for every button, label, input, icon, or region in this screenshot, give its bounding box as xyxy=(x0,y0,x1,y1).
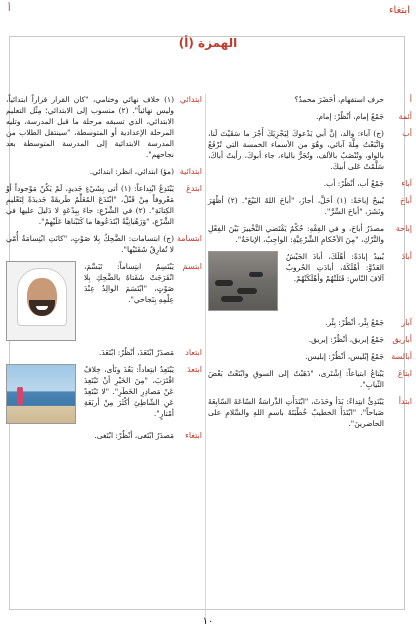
dictionary-entry xyxy=(6,183,202,227)
entry-definition: (١) خلاف نهائي وختامي، "كان القرار قراراً ابتدائياً، وليس نهائياً". (٢) منسوب إلى الابتدائي؛ مِثْل التعليم الابتدائي، الذي تسبقه مرحلة ما قبل المدرسة، وتليه المرحلة الإعدادية أو المتوسطة، "سينتقل الطلاب من المدرسة الابتدائية إلى المدرسة المتوسطة بعد نجاحهم". xyxy=(6,95,174,159)
entry-headword: أبادَ xyxy=(401,252,412,261)
entry-definition: جَمْعُ إمام، أنْظُرْ: إمام. xyxy=(316,112,384,121)
entry-headword: أباحَ xyxy=(399,196,412,205)
photo-figure xyxy=(215,280,233,286)
entry-definition: يَبْتاعُ ابتياعاً: اِشْتَرى، "ذَهَبْتُ إلى السوقِ وابْتَعْتُ بَعْضَ الثّيابِ". xyxy=(208,369,384,389)
dictionary-entry xyxy=(208,334,412,345)
dictionary-entry xyxy=(208,317,412,328)
section-title: الهمزة (أ) xyxy=(178,36,238,50)
entry-headword: ابتدعَ xyxy=(186,184,202,193)
entry-headword: ابتسمَ xyxy=(182,262,202,271)
entry-definition: جَمْعُ إبريق، أنْظُرْ: إبريق. xyxy=(308,335,384,344)
entry-photo xyxy=(6,261,76,341)
entry-headword: ابتسامة xyxy=(176,234,202,243)
dictionary-entry xyxy=(208,251,412,311)
entry-headword: أ xyxy=(409,95,412,104)
entry-headword: أب xyxy=(402,129,412,138)
dictionary-entry xyxy=(6,261,202,341)
entry-definition: جَمْعُ إبْليس، أنْظُرْ: إبليس. xyxy=(305,352,384,361)
column-divider xyxy=(205,94,206,623)
dictionary-entry xyxy=(6,94,202,160)
entry-headword: ابتعدَ xyxy=(187,365,202,374)
entry-definition: يَبْتَدِئُ ابتِداءً: بَدَأ وحَدَثَ، "ابْتَدَأَتِ الدِّراسَةُ السّاعَةَ السّابِعَةَ صَباحاً". "ابْتَدَأَ الخطيبُ خُطْبَتَهُ باسمِ اللهِ والسَّلامِ على الحاضرينَ". xyxy=(208,397,384,428)
entry-definition: يَبْتَدِعُ ابْتِداعاً: (١) أتى بِشَيْءٍ جَديدٍ، لَمْ يَكُنْ مَوْجوداً أوْ مَعْروفاً مِنْ قَبْلُ، "ابْتَدَعَ المُعَلِّمُ طَريقَةً جَديدَةً لِتَعْليمِ الكِتابَةِ". (٢) في الشَّرْعِ: جاءَ بِبِدْعَةٍ لا دَليلَ عليها في الشَّرْعِ، "وَرَهْبانِيَّةً ابْتَدَعُوها ما كَتَبْناها عَلَيْهِمْ". xyxy=(6,184,175,226)
dictionary-entry xyxy=(208,351,412,362)
entry-definition: جَمْعُ بِئْر، أنْظُرْ: بِئْر. xyxy=(325,318,384,327)
dictionary-entry xyxy=(208,111,412,122)
entry-headword: أباريق xyxy=(392,335,412,344)
entry-headword: ابتدأ xyxy=(398,397,412,406)
right-column xyxy=(208,94,412,621)
entry-headword: أئمة xyxy=(398,112,412,121)
photo-child xyxy=(17,387,23,405)
entry-headword: أبالسة xyxy=(391,352,412,361)
entry-headword: إباحة xyxy=(395,224,412,233)
dictionary-entry xyxy=(208,128,412,172)
dictionary-entry xyxy=(6,364,202,424)
entry-definition: يَبْتَعِدُ ابتِعاداً: بَعُدَ ونَأى، خِلافُ اقْتَرَبَ، "مِنَ الخَيْرِ أنْ تَبْتَعِدَ عَنْ مَصادِرِ الخَطَرِ". "لا تَبْتَعِدْ عَنِ الشّاطِئِ أكْثَرَ مِنْ أربَعَةِ أمْتارٍ". xyxy=(84,365,174,418)
entry-definition: جَمْعُ أب، أنْظُرْ: أب. xyxy=(323,179,384,188)
entry-headword: ابتغاء xyxy=(185,431,202,440)
dictionary-entry xyxy=(208,223,412,245)
photo-figure xyxy=(249,272,263,277)
entry-definition: (ج) ابتسامات: الضَّحِكُ بِلا صَوْتٍ، "كانَتِ ابْتِسامَةُ أُمّي لا تُفارِقُ شَفَتَيْها". xyxy=(6,234,174,254)
entry-definition: يُبيحُ إباحَةً: (١) أحَلَّ، أجازَ، "أباحَ اللهُ البَيْعَ". (٢) أظْهَرَ ونَشَرَ، "أباحَ السِّرَّ". xyxy=(208,196,384,216)
entry-headword: ابتعاد xyxy=(185,348,202,357)
entry-headword: ابتدائي xyxy=(179,95,202,104)
photo-figure xyxy=(237,288,257,294)
dictionary-entry xyxy=(208,368,412,390)
dictionary-entry xyxy=(6,166,202,177)
entry-definition: مصدَرُ أباحَ، و في الفِقْهِ: حُكْمٌ يَقْتَضي التَّخْييرَ بَيْنَ الفِعْلِ والتَّرْكِ، "مِنَ الأحْكامِ الشَّرْعِيَّةِ: الواجِبُ، الإباحَةُ". xyxy=(208,224,384,244)
entry-definition: (ج) آباء: والد، إنَّ أبي يَدْعوكَ لِيَجْزِيَكَ أَجْرَ ما سَقَيْتَ لَنا، وَاتَّبَعْتُ مِلَّةَ آبائي، وهُوَ من الأسماء الخمسة التي تُرْفَعُ بالواو، وتُنْصَبُ بالألف، وتُجَرُّ بالياء، جاء أبوكَ، رأيتُ أباكَ، سَلَّمْتُ عَلى أبيكَ. xyxy=(208,129,384,171)
entry-photo xyxy=(6,364,76,424)
dictionary-entry xyxy=(6,430,202,441)
entry-headword: ابتدائية xyxy=(179,167,202,176)
header-letter: أ xyxy=(8,4,11,14)
entry-definition: يَبْتَسِمُ ابتِساماً: تَبَسَّمَ، انْفَرَجَتْ شَفَتاهُ بالضَّحِكِ بِلا صَوْتٍ، "ابْتَسَمَ الوالِدُ عِنْدَ عِلْمِهِ بِنَجاحي". xyxy=(84,262,174,304)
photo-figure xyxy=(221,296,243,302)
dictionary-entry xyxy=(208,178,412,189)
entry-definition: مَصدَرُ ابْتَغى، أنْظُرْ: ابْتَغى. xyxy=(94,431,174,440)
entry-headword: آبار xyxy=(401,318,412,327)
left-column xyxy=(6,94,202,621)
entry-definition: حرف استفهام، أحَضَرَ محمدٌ؟ xyxy=(294,95,384,104)
header-last-entry: ابتغاء xyxy=(388,5,410,16)
entry-definition: مَصدَرُ ابْتَعَدَ، أنْظُرْ: ابْتَعَدَ. xyxy=(98,348,174,357)
entry-definition: يُبيدُ إبادَةً: أهْلَكَ، أبادَ الجَيْشُ العَدُوَّ: أهْلَكَهُ، أبادَتِ الحُروبُ آلافَ النّاسِ: قَتَلَتْهُمْ وأهْلَكَتْهُمْ. xyxy=(286,252,384,283)
dictionary-entry xyxy=(6,347,202,358)
dictionary-entry xyxy=(208,195,412,217)
entry-headword: ابتاعَ xyxy=(397,369,412,378)
entry-definition: (مؤ) ابتدائي، انظر: ابتدائي. xyxy=(89,167,174,176)
entry-photo xyxy=(208,251,278,311)
page-number: ١٠ xyxy=(202,616,214,627)
dictionary-entry xyxy=(208,94,412,105)
dictionary-entry xyxy=(6,233,202,255)
entry-headword: آباء xyxy=(401,179,412,188)
dictionary-entry xyxy=(208,396,412,429)
